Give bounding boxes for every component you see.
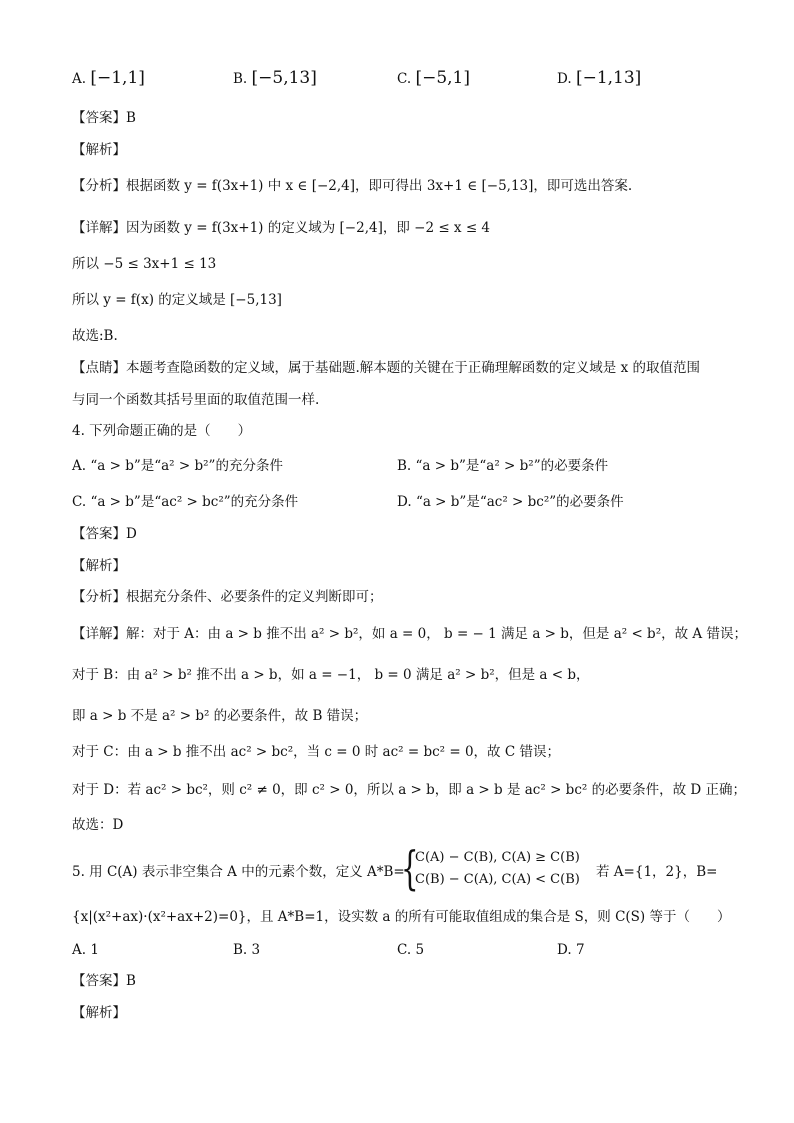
option-value: [−1,1] xyxy=(90,68,145,88)
q4-case-b-cont: 即 a > b 不是 a² > b² 的必要条件，故 B 错误； xyxy=(72,708,368,724)
xiangjie-text: 因为函数 y = f(3x+1) 的定义域为 [−2,4]，即 −2 ≤ x ≤ 4 xyxy=(126,220,491,236)
q5-case-2: C(B) − C(A), C(A) < C(B) xyxy=(415,872,580,887)
q3-step-1: 所以 −5 ≤ 3x+1 ≤ 13 xyxy=(72,256,217,272)
answer-value: B xyxy=(126,973,136,989)
option-label: C. xyxy=(397,71,412,87)
option-value: 1 xyxy=(90,942,99,958)
q3-option-b xyxy=(233,68,317,89)
option-label: B. xyxy=(397,458,412,474)
q3-dianjing xyxy=(72,358,700,378)
option-label: D. xyxy=(557,71,572,87)
analysis-tag: 【解析】 xyxy=(72,142,126,158)
q5-piecewise xyxy=(401,841,601,895)
q5-analysis-heading xyxy=(72,1003,126,1023)
answer-value: D xyxy=(126,526,137,542)
q4-xiangjie xyxy=(72,624,747,644)
fenxi-tag: 【分析】 xyxy=(72,178,126,194)
q3-option-a xyxy=(72,68,145,89)
q3-option-d xyxy=(557,68,641,89)
q4-option-a xyxy=(72,456,283,476)
option-value: 3 xyxy=(251,942,261,958)
q3-step-2: 所以 y = f(x) 的定义域是 [−5,13] xyxy=(72,292,282,308)
q4-answer xyxy=(72,524,137,544)
q3-fenxi xyxy=(72,176,632,196)
option-value: 5 xyxy=(415,942,425,958)
q5-stem-line2: {x|(x²+ax)·(x²+ax+2)=0}，且 A*B=1，设实数 a 的所有可能取值组成的集合是 S，则 C(S) 等于（ ） xyxy=(72,909,731,925)
q3-choice: 故选:B. xyxy=(72,328,118,344)
q5-answer xyxy=(72,971,136,991)
answer-tag: 【答案】 xyxy=(72,526,126,542)
fenxi-tag: 【分析】 xyxy=(72,589,126,605)
option-label: C. xyxy=(397,942,412,958)
q4-stem: 4. 下列命题正确的是（ ） xyxy=(72,423,252,439)
option-value: [−1,13] xyxy=(575,68,642,88)
q4-analysis-heading xyxy=(72,556,126,576)
option-value: “a > b”是“a² > b²”的必要条件 xyxy=(415,458,609,474)
option-label: A. xyxy=(72,458,87,474)
q4-case-b: 对于 B：由 a² > b² 推不出 a > b，如 a = −1， b = 0 满足 a² > b²，但是 a < b， xyxy=(72,667,590,683)
fenxi-text: 根据充分条件、必要条件的定义判断即可； xyxy=(126,589,383,605)
q3-dianjing-cont: 与同一个函数其括号里面的取值范围一样. xyxy=(72,392,320,408)
q5-option-d xyxy=(557,940,585,960)
dianjing-tag: 【点睛】 xyxy=(72,360,126,376)
q5-option-a xyxy=(72,940,99,960)
option-value: [−5,13] xyxy=(251,68,317,88)
q5-stem-part2: 若 A={1，2}，B= xyxy=(596,864,718,880)
xiangjie-tag: 【详解】 xyxy=(72,220,126,236)
answer-tag: 【答案】 xyxy=(72,973,126,989)
q3-answer xyxy=(72,108,136,128)
xiangjie-tag: 【详解】 xyxy=(72,626,126,642)
q5-option-c xyxy=(397,940,424,960)
option-value: 7 xyxy=(575,942,585,958)
option-label: C. xyxy=(72,494,87,510)
q4-case-c: 对于 C：由 a > b 推不出 ac² > bc²，当 c = 0 时 ac² = bc² = 0，故 C 错误； xyxy=(72,744,560,760)
option-label: D. xyxy=(557,942,572,958)
q4-option-d xyxy=(397,492,624,512)
q5-stem-part1: 5. 用 C(A) 表示非空集合 A 中的元素个数，定义 A*B= xyxy=(72,864,405,880)
xiangjie-text: 解：对于 A：由 a > b 推不出 a² > b²，如 a = 0， b = − 1 满足 a > b，但是 a² < b²，故 A 错误； xyxy=(126,626,747,642)
option-value: “a > b”是“ac² > bc²”的充分条件 xyxy=(90,494,299,510)
dianjing-text: 本题考查隐函数的定义域，属于基础题.解本题的关键在于正确理解函数的定义域是 x 的取值范围 xyxy=(126,360,700,376)
answer-value: B xyxy=(126,110,136,126)
q5-case-1: C(A) − C(B), C(A) ≥ C(B) xyxy=(415,850,580,865)
q4-fenxi xyxy=(72,587,383,607)
analysis-tag: 【解析】 xyxy=(72,1005,126,1021)
q3-xiangjie xyxy=(72,218,490,238)
option-label: D. xyxy=(397,494,412,510)
analysis-tag: 【解析】 xyxy=(72,558,126,574)
answer-tag: 【答案】 xyxy=(72,110,126,126)
q4-case-d: 对于 D：若 ac² > bc²，则 c² ≠ 0，即 c² > 0，所以 a > b，即 a > b 是 ac² > bc² 的必要条件，故 D 正确； xyxy=(72,782,746,798)
option-label: B. xyxy=(233,942,248,958)
option-value: “a > b”是“a² > b²”的充分条件 xyxy=(90,458,283,474)
q4-option-b xyxy=(397,456,608,476)
fenxi-text: 根据函数 y = f(3x+1) 中 x ∈ [−2,4]，即可得出 3x+1 ∈ [−5,13]，即可选出答案. xyxy=(126,178,633,194)
q4-choice: 故选：D xyxy=(72,817,124,833)
option-value: [−5,1] xyxy=(415,68,470,88)
q4-option-c xyxy=(72,492,298,512)
option-label: B. xyxy=(233,71,248,87)
option-label: A. xyxy=(72,71,87,87)
q3-analysis-heading xyxy=(72,140,126,160)
option-label: A. xyxy=(72,942,87,958)
q5-option-b xyxy=(233,940,260,960)
left-brace-icon: { xyxy=(401,841,419,895)
q3-option-c xyxy=(397,68,470,89)
option-value: “a > b”是“ac² > bc²”的必要条件 xyxy=(415,494,624,510)
